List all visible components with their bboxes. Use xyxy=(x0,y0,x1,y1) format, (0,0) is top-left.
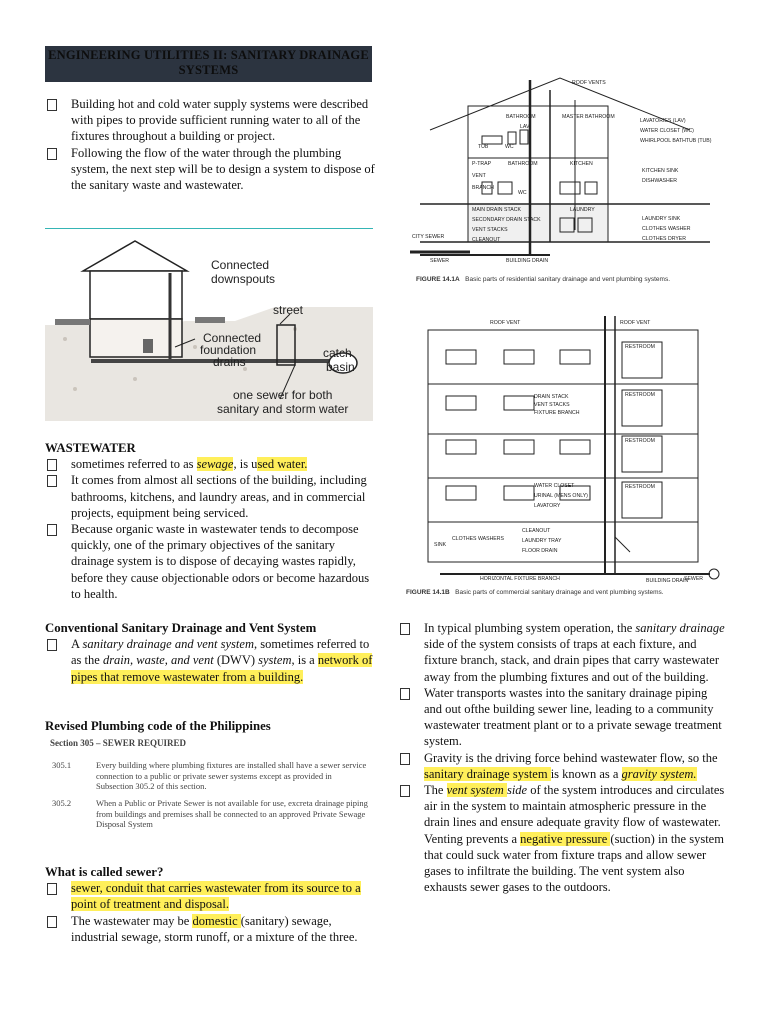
wastewater-section xyxy=(45,440,375,602)
sewer-section xyxy=(45,864,375,945)
label: WATER CLOSET (WC) xyxy=(640,128,694,134)
label: RESTROOM xyxy=(625,484,655,490)
label: WHIRLPOOL BATHTUB (TUB) xyxy=(640,138,712,144)
commercial-drainage-diagram xyxy=(400,312,730,584)
label: LAVATORY xyxy=(534,503,561,509)
label-catch-basin: catch basin xyxy=(323,346,355,374)
label: KITCHEN xyxy=(570,161,593,167)
code-text: When a Public or Private Sewer is not available for use, excreta drainage piping from buildings and premises shall be connected to an approved Private Sewage Disposal System xyxy=(96,798,368,829)
list-item: Following the flow of the water through the plumbing system, the next step will be to design a system to dispose of the sanitary waste and wastewater. xyxy=(45,145,375,194)
label: RESTROOM xyxy=(625,438,655,444)
list-item: Water transports wastes into the sanitary drainage piping and out ofthe building sewer line, leading to a community wastewater treatment plant or to a private sewage treatment system. xyxy=(398,685,728,750)
section-heading: What is called sewer? xyxy=(45,865,164,879)
label: SINK xyxy=(434,542,447,548)
residential-drainage-diagram xyxy=(410,70,728,280)
label: LAUNDRY TRAY xyxy=(522,538,562,544)
figure-14-1a xyxy=(410,70,728,292)
list-item: Because organic waste in wastewater tends to decompose quickly, one of the primary objectives of the sanitary drainage system is to dispose of decaying wastes rapidly, before they cause objectionable odors or become hazardous to health. xyxy=(45,521,375,602)
list-item: sewer, conduit that carries wastewater from its source to a point of treatment and disposal. xyxy=(45,880,375,912)
code-section-title: Section 305 – SEWER REQUIRED xyxy=(50,738,187,748)
label: SEWER xyxy=(430,258,450,264)
label: LAUNDRY SINK xyxy=(642,216,681,222)
label: RESTROOM xyxy=(625,392,655,398)
list-item: Building hot and cold water supply systems were described with pipes to provide sufficient running water to all of the fixtures throughout a building or project. xyxy=(45,96,375,145)
label: CLEANOUT xyxy=(522,528,551,534)
page-title: ENGINEERING UTILITIES II: SANITARY DRAINAGE SYSTEMS xyxy=(45,46,372,82)
label: ROOF VENT xyxy=(490,320,521,326)
list-item: The wastewater may be domestic (sanitary) sewage, industrial sewage, storm runoff, or a mixture of the three. xyxy=(45,913,375,945)
list-item: The vent system side of the system introduces and circulates air in the system to maintain atmospheric pressure in the drain lines and ensure adequate gravity flow of wastewater. Venting prevents a negative pressure (suction) in the system that could suck water from fixture traps and allow sewer gases to infiltrate the building. The vent system also exhausts sewer gases to the outdoors. xyxy=(398,782,728,895)
figure-14-1b xyxy=(400,312,730,602)
label: WATER CLOSET xyxy=(534,483,575,489)
label: VENT STACKS xyxy=(534,402,570,408)
label: CLEANOUT xyxy=(472,237,501,243)
label: MAIN DRAIN STACK xyxy=(472,207,521,213)
label: DRAIN STACK xyxy=(534,394,569,400)
label: VENT xyxy=(472,173,486,179)
label: SEWER xyxy=(684,576,704,582)
right-text xyxy=(398,620,728,895)
label: URINAL (MENS ONLY) xyxy=(534,493,588,499)
label: SECONDARY DRAIN STACK xyxy=(472,217,541,223)
combined-sewer-figure xyxy=(45,228,373,420)
label: LAV xyxy=(520,124,530,130)
label: ROOF VENT xyxy=(620,320,651,326)
conventional-section xyxy=(45,620,375,685)
code-excerpt xyxy=(50,738,368,836)
label: LAVATORIES (LAV) xyxy=(640,118,686,124)
code-section xyxy=(45,718,375,734)
house-sewer-illustration xyxy=(45,229,373,421)
label: HORIZONTAL FIXTURE BRANCH xyxy=(480,576,560,582)
label-roof-vents: ROOF VENTS xyxy=(572,80,606,86)
list-item: It comes from almost all sections of the building, including bathrooms, kitchens, and laundry areas, and in commercial projects, equipment being serviced. xyxy=(45,472,375,521)
label: WC xyxy=(505,144,514,150)
label: BATHROOM xyxy=(506,114,536,120)
section-heading: Revised Plumbing code of the Philippines xyxy=(45,719,271,733)
figure-caption: FIGURE 14.1B Basic parts of commercial sanitary drainage and vent plumbing systems. xyxy=(406,589,664,596)
list-item: Gravity is the driving force behind wastewater flow, so the sanitary drainage system is known as a gravity system. xyxy=(398,750,728,782)
label: RESTROOM xyxy=(625,344,655,350)
label: P-TRAP xyxy=(472,161,492,167)
figure-caption: FIGURE 14.1A Basic parts of residential sanitary drainage and vent plumbing systems. xyxy=(416,276,670,283)
label: BUILDING DRAIN xyxy=(646,578,689,584)
code-num: 305.2 xyxy=(52,798,72,808)
label: LAUNDRY xyxy=(570,207,595,213)
list-item: sometimes referred to as sewage, is used water. xyxy=(45,456,375,472)
label: FIXTURE BRANCH xyxy=(534,410,580,416)
label: TUB xyxy=(478,144,489,150)
code-num: 305.1 xyxy=(52,760,72,770)
label: BUILDING DRAIN xyxy=(506,258,549,264)
code-text: Every building where plumbing fixtures are installed shall have a sewer service connection to a public or private sewer systems except as provided in Subsection 305.2 of this section. xyxy=(96,760,367,791)
label: VENT STACKS xyxy=(472,227,508,233)
section-heading: WASTEWATER xyxy=(45,441,136,455)
list-item: A sanitary drainage and vent system, sometimes referred to as the drain, waste, and vent (DWV) system, is a network of pipes that remove wastewater from a building. xyxy=(45,636,375,685)
label-street: street xyxy=(273,303,304,317)
label: DISHWASHER xyxy=(642,178,677,184)
label: BATHROOM xyxy=(508,161,538,167)
list-item: In typical plumbing system operation, the sanitary drainage side of the system consists of traps at each fixture, and fixture branch, stack, and drain pipes that carry wastewater away from the plumbing fixtures and out of the building. xyxy=(398,620,728,685)
label: KITCHEN SINK xyxy=(642,168,679,174)
label-connected-downspouts: Connected downspouts xyxy=(211,258,276,286)
label-one-sewer: one sewer for both sanitary and storm water xyxy=(217,388,349,416)
label: MASTER BATHROOM xyxy=(562,114,615,120)
label: CLOTHES WASHERS xyxy=(452,536,504,542)
label: BRANCH xyxy=(472,185,494,191)
intro-list xyxy=(45,96,375,193)
label: FLOOR DRAIN xyxy=(522,548,558,554)
label: WC xyxy=(518,190,527,196)
label: CITY SEWER xyxy=(412,234,445,240)
label-foundation-drains: Connected foundation drains xyxy=(200,331,262,369)
label: CLOTHES DRYER xyxy=(642,236,687,242)
section-heading: Conventional Sanitary Drainage and Vent System xyxy=(45,621,317,635)
label: CLOTHES WASHER xyxy=(642,226,691,232)
